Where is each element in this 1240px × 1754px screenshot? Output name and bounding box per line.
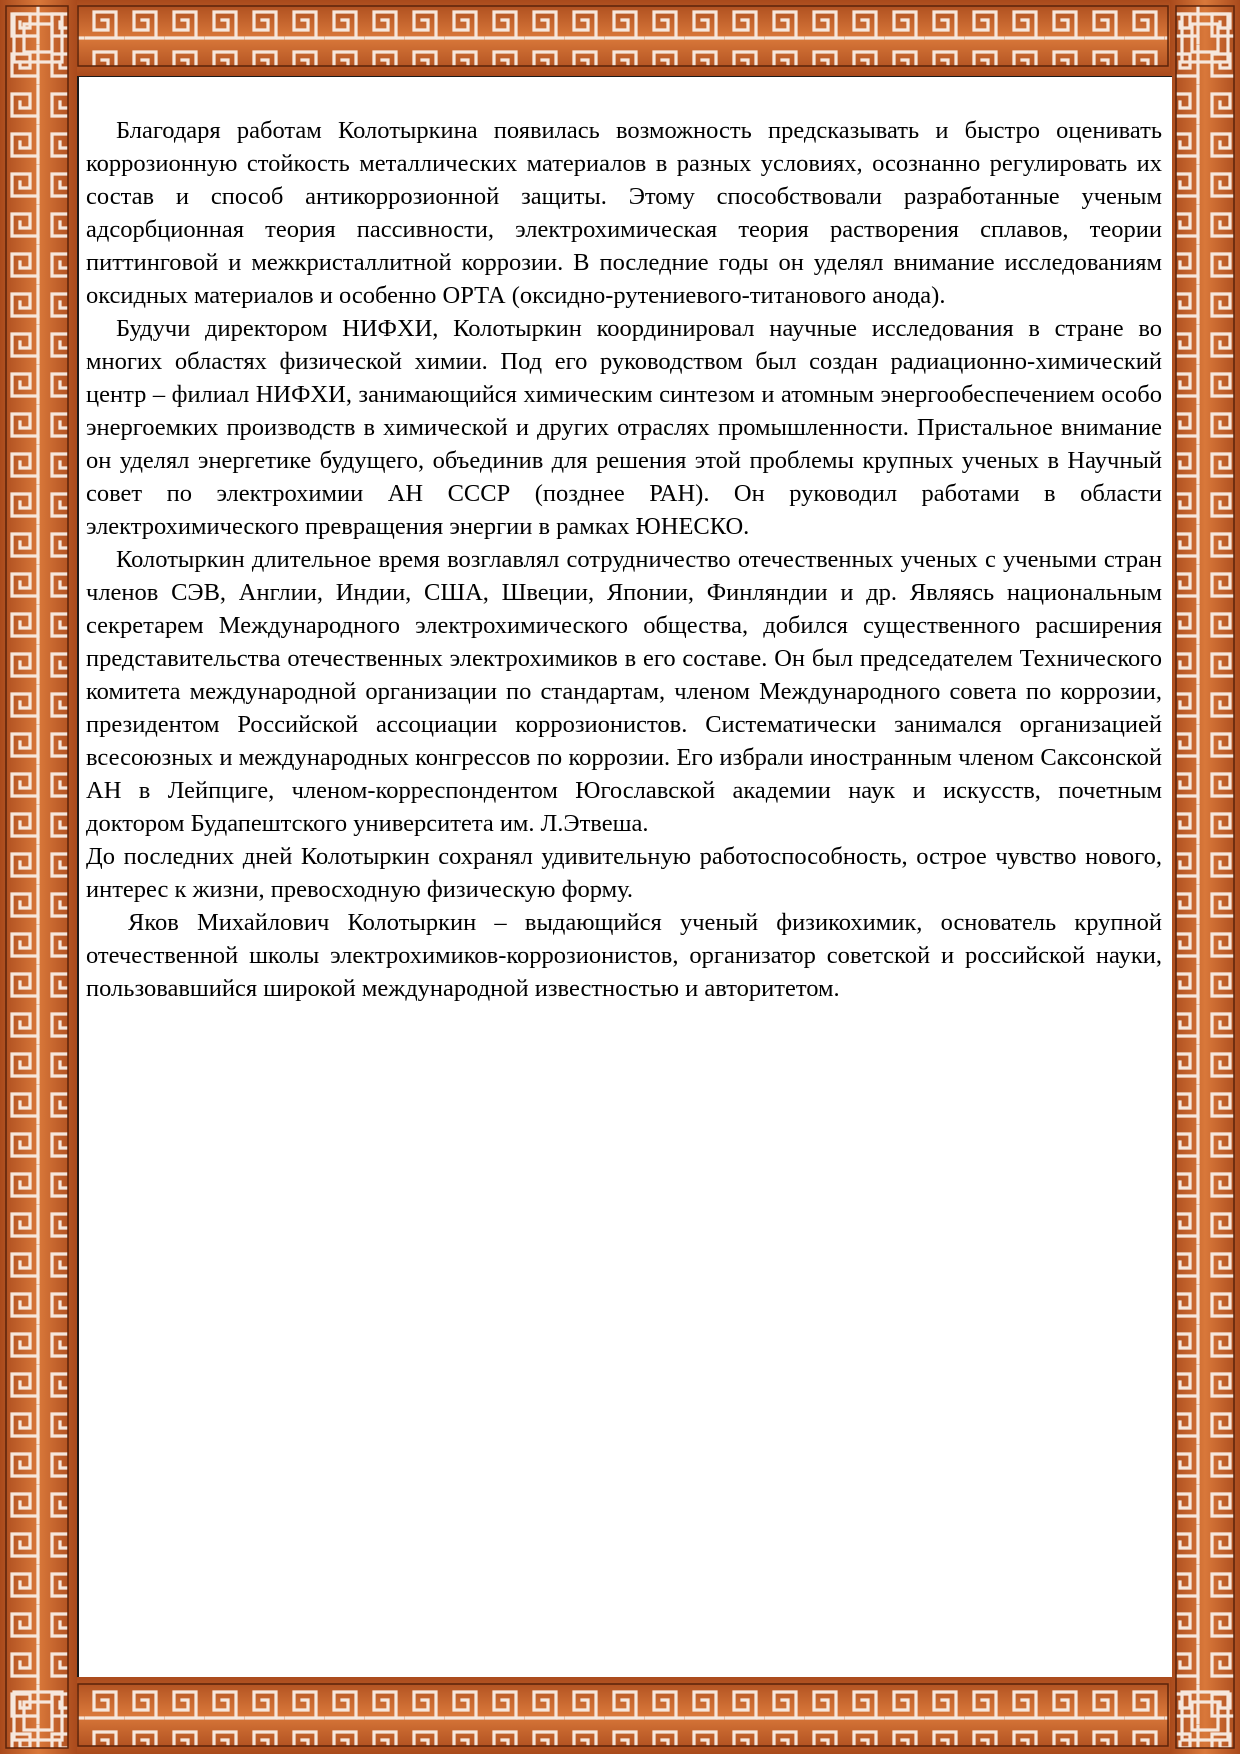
document-body	[86, 114, 1162, 1005]
paragraph-3: Колотыркин длительное время возглавлял сотрудничество отечественных ученых с учеными стран членов СЭВ, Англии, Индии, США, Швеции, Японии, Финляндии и др. Являясь национальным секретарем Международного электрохимического общества, добился существенного расширения представительства отечественных электрохимиков в его составе. Он был председателем Технического комитета международной организации по стандартам, членом Международного совета по коррозии, президентом Российской ассоциации коррозионистов. Систематически занимался организацией всесоюзных и международных конгрессов по коррозии. Его избрали иностранным членом Саксонской АН в Лейпциге, членом-корреспондентом Югославской академии наук и искусств, почетным доктором Будапештского университета им. Л.Этвеша.	[86, 546, 1162, 837]
paragraph-2: Будучи директором НИФХИ, Колотыркин координировал научные исследования в стране во многих областях физической химии. Под его руководством был создан радиационно-химический центр – филиал НИФХИ, занимающийся химическим синтезом и атомным энергообеспечением особо энергоемких производств в химической и других отраслях промышленности. Пристальное внимание он уделял энергетике будущего, объединив для решения этой проблемы крупных ученых в Научный совет по электрохимии АН СССР (позднее РАН). Он руководил работами в области электрохимического превращения энергии в рамках ЮНЕСКО.	[86, 315, 1162, 540]
paragraph-1: Благодаря работам Колотыркина появилась возможность предсказывать и быстро оценивать коррозионную стойкость металлических материалов в разных условиях, осознанно регулировать их состав и способ антикоррозионной защиты. Этому способствовали разработанные ученым адсорбционная теория пассивности, электрохимическая теория растворения сплавов, теории питтинговой и межкристаллитной коррозии. В последние годы он уделял внимание исследованиям оксидных материалов и особенно ОРТА (оксидно-рутениевого-титанового анода).	[86, 117, 1162, 309]
paragraph-5: Яков Михайлович Колотыркин – выдающийся ученый физикохимик, основатель крупной отечественной школы электрохимиков-коррозионистов, организатор советской и российской науки, пользовавшийся широкой международной известностью и авторитетом.	[86, 909, 1162, 1002]
paragraph-4: До последних дней Колотыркин сохранял удивительную работоспособность, острое чувство нового, интерес к жизни, превосходную физическую форму.	[86, 843, 1162, 903]
